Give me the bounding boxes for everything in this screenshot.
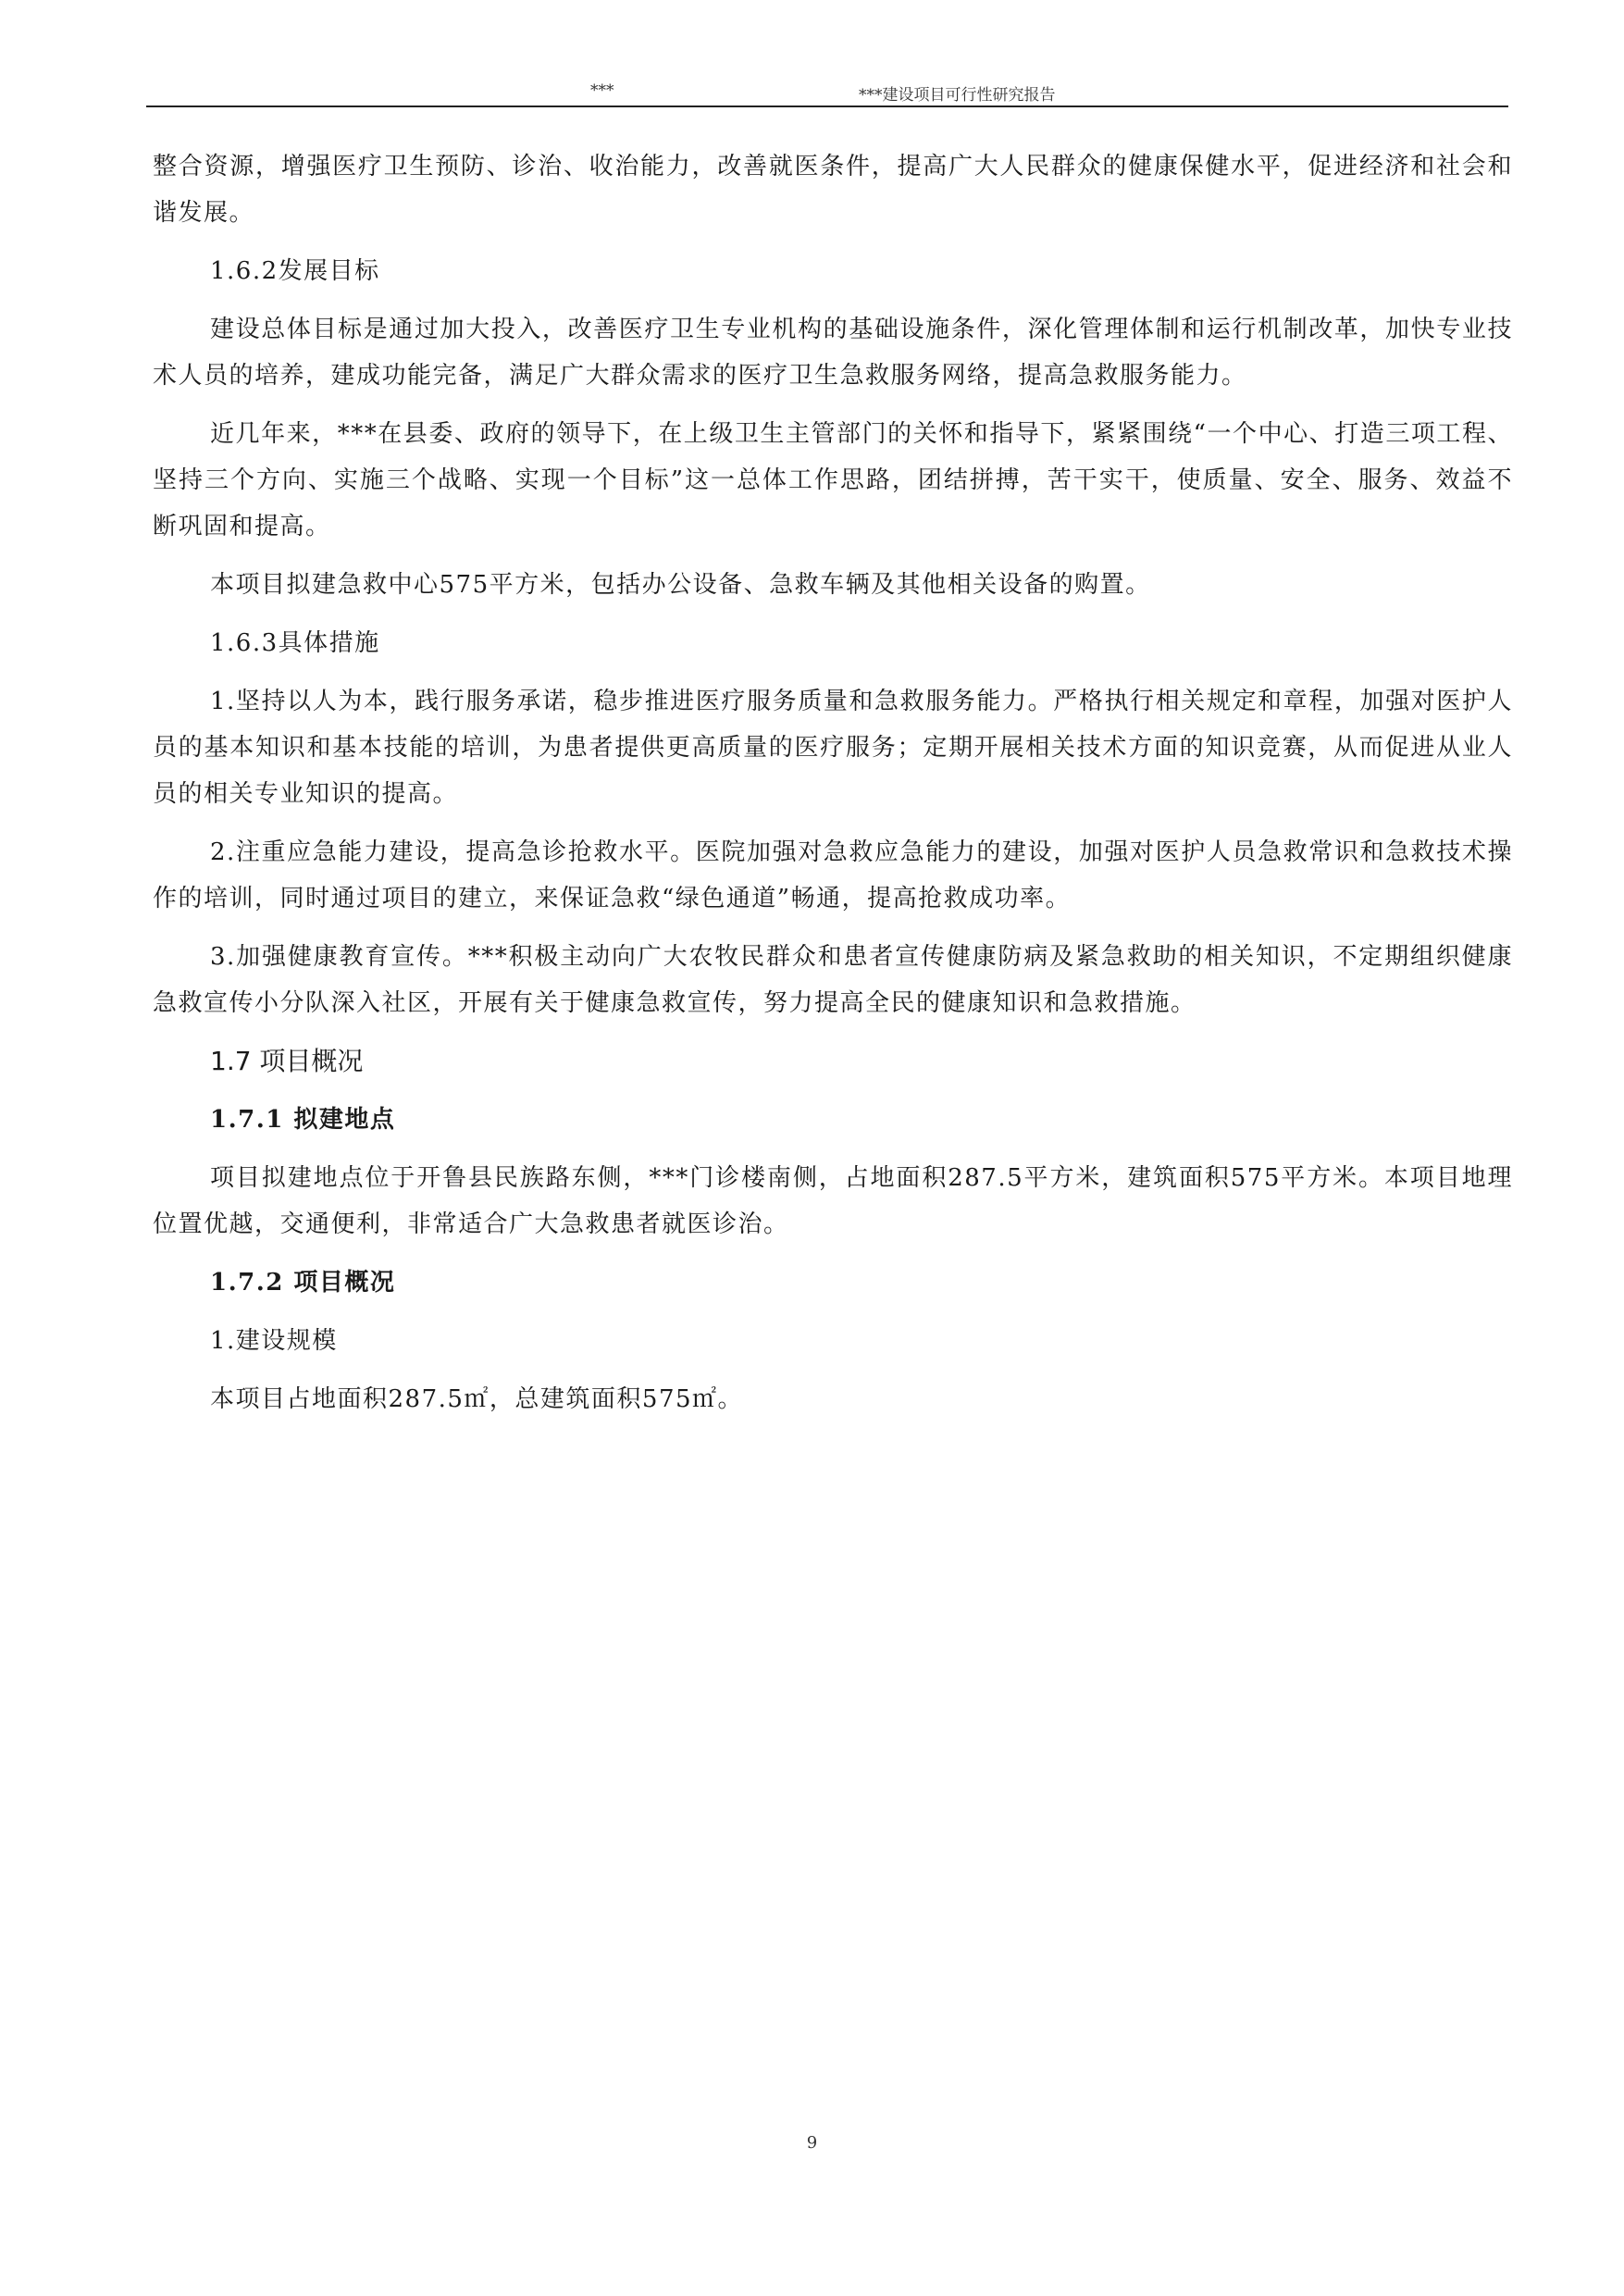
page-header xyxy=(146,74,1508,107)
paragraph-8: 项目拟建地点位于开鲁县民族路东侧，***门诊楼南侧，占地面积287.5平方米，建筑面积575平方米。本项目地理位置优越，交通便利，非常适合广大急救患者就医诊治。 xyxy=(153,1164,1513,1238)
paragraph-9: 1.建设规模 xyxy=(210,1327,338,1355)
heading-1-6-2: 1.6.2发展目标 xyxy=(210,257,380,285)
paragraph-2: 建设总体目标是通过加大投入，改善医疗卫生专业机构的基础设施条件，深化管理体制和运行机制改革，加快专业技术人员的培养，建成功能完备，满足广大群众需求的医疗卫生急救服务网络，提高急救服务能力。 xyxy=(153,316,1513,390)
document-body xyxy=(153,143,1513,1434)
heading-1-7: 1.7 项目概况 xyxy=(210,1046,364,1076)
header-rule xyxy=(146,105,1508,107)
paragraph-10: 本项目占地面积287.5㎡，总建筑面积575㎡。 xyxy=(210,1385,744,1413)
paragraph-5: 1.坚持以人为本，践行服务承诺，稳步推进医疗服务质量和急救服务能力。严格执行相关规定和章程，加强对医护人员的基本知识和基本技能的培训，为患者提供更高质量的医疗服务；定期开展相关技术方面的知识竞赛，从而促进从业人员的相关专业知识的提高。 xyxy=(153,688,1513,808)
heading-1-7-1: 1.7.1 拟建地点 xyxy=(210,1106,396,1134)
paragraph-1: 整合资源，增强医疗卫生预防、诊治、收治能力，改善就医条件，提高广大人民群众的健康保健水平，促进经济和社会和谐发展。 xyxy=(153,153,1513,227)
header-left-text: *** xyxy=(590,81,614,100)
paragraph-7: 3.加强健康教育宣传。***积极主动向广大农牧民群众和患者宣传健康防病及紧急救助的相关知识，不定期组织健康急救宣传小分队深入社区，开展有关于健康急救宣传，努力提高全民的健康知识和急救措施。 xyxy=(153,943,1513,1017)
header-title: ***建设项目可行性研究报告 xyxy=(859,86,1056,105)
heading-1-7-2: 1.7.2 项目概况 xyxy=(210,1269,396,1297)
heading-1-6-3: 1.6.3具体措施 xyxy=(210,629,380,657)
paragraph-4: 本项目拟建急救中心575平方米，包括办公设备、急救车辆及其他相关设备的购置。 xyxy=(210,571,1151,599)
paragraph-3: 近几年来，***在县委、政府的领导下，在上级卫生主管部门的关怀和指导下，紧紧围绕“一个中心、打造三项工程、坚持三个方向、实施三个战略、实现一个目标”这一总体工作思路，团结拼搏，苦干实干，使质量、安全、服务、效益不断巩固和提高。 xyxy=(153,420,1513,540)
paragraph-6: 2.注重应急能力建设，提高急诊抢救水平。医院加强对急救应急能力的建设，加强对医护人员急救常识和急救技术操作的培训，同时通过项目的建立，来保证急救“绿色通道”畅通，提高抢救成功率。 xyxy=(153,838,1513,912)
page-number: 9 xyxy=(806,2133,818,2153)
